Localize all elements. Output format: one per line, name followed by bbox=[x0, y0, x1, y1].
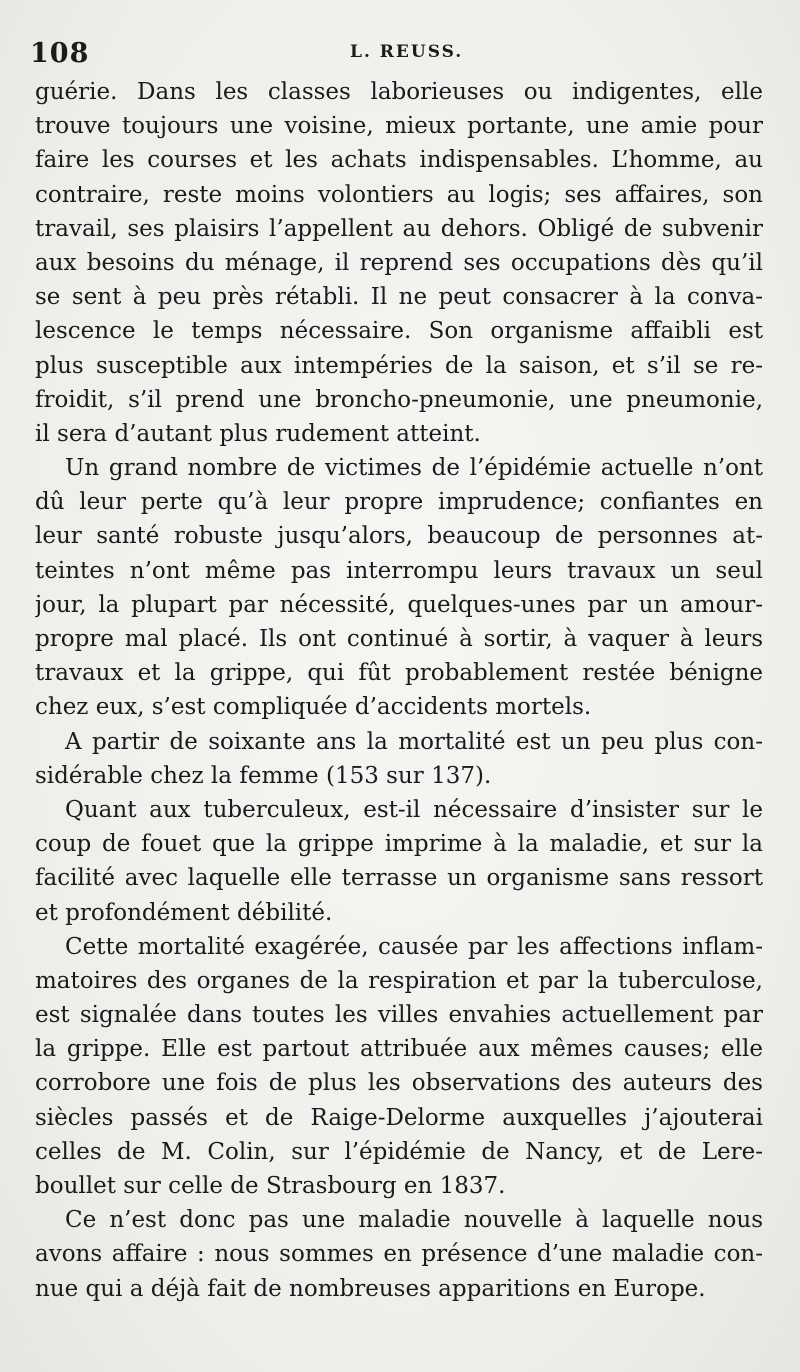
text-line: A partir de soixante ans la mortalité est un peu plus con- bbox=[65, 728, 763, 755]
text-line: chez eux, s’est compliquée d’accidents mortels. bbox=[35, 694, 592, 721]
text-line: propre mal placé. Ils ont continué à sortir, à vaquer à leurs bbox=[35, 626, 763, 652]
text-line: matoires des organes de la respiration et par la tuberculose, bbox=[35, 967, 763, 994]
text-line: aux besoins du ménage, il reprend ses occupations dès qu’il bbox=[35, 249, 763, 276]
paragraph bbox=[35, 793, 763, 930]
text-line: et profondément débilité. bbox=[35, 899, 333, 926]
text-line: corrobore une fois de plus les observations des auteurs des bbox=[35, 1070, 763, 1097]
text-line: Cette mortalité exagérée, causée par les affections inflam- bbox=[65, 933, 763, 960]
text-line: travail, ses plaisirs l’appellent au dehors. Obligé de subvenir bbox=[35, 215, 763, 242]
text-line: facilité avec laquelle elle terrasse un organisme sans ressort bbox=[35, 865, 763, 892]
text-line: Quant aux tuberculeux, est-il nécessaire d’insister sur le bbox=[65, 796, 763, 823]
text-line: boullet sur celle de Strasbourg en 1837. bbox=[35, 1173, 506, 1199]
text-line: coup de fouet que la grippe imprime à la maladie, et sur la bbox=[35, 831, 763, 858]
text-line: lescence le temps nécessaire. Son organisme affaibli est bbox=[35, 318, 763, 345]
text-line: il sera d’autant plus rudement atteint. bbox=[35, 420, 481, 447]
text-line: siècles passés et de Raige-Delorme auxquelles j’ajouterai bbox=[35, 1104, 763, 1131]
text-line: est signalée dans toutes les villes envahies actuellement par bbox=[35, 1002, 763, 1029]
text-line: sidérable chez la femme (153 sur 137). bbox=[35, 762, 492, 789]
paragraph bbox=[35, 75, 763, 451]
text-line: travaux et la grippe, qui fût probablement restée bénigne bbox=[35, 660, 763, 687]
text-line: Ce n’est donc pas une maladie nouvelle à laquelle nous bbox=[65, 1207, 763, 1234]
page-number: 108 bbox=[30, 38, 90, 69]
text-line: trouve toujours une voisine, mieux portante, une amie pour bbox=[35, 113, 763, 140]
text-line: la grippe. Elle est partout attribuée aux mêmes causes; elle bbox=[35, 1036, 763, 1063]
body-text bbox=[35, 75, 763, 1306]
text-line: faire les courses et les achats indispensables. L’homme, au bbox=[35, 147, 763, 174]
text-line: Un grand nombre de victimes de l’épidémie actuelle n’ont bbox=[65, 455, 763, 482]
text-line: froidit, s’il prend une broncho-pneumonie, une pneumonie, bbox=[35, 386, 763, 413]
text-line: nue qui a déjà fait de nombreuses apparitions en Europe. bbox=[35, 1275, 706, 1302]
text-line: jour, la plupart par nécessité, quelques-unes par un amour- bbox=[35, 591, 763, 618]
paragraph bbox=[35, 725, 763, 793]
text-line: guérie. Dans les classes laborieuses ou indigentes, elle bbox=[35, 79, 763, 105]
paragraph bbox=[35, 451, 763, 725]
text-line: teintes n’ont même pas interrompu leurs travaux un seul bbox=[35, 557, 763, 584]
text-line: plus susceptible aux intempéries de la saison, et s’il se re- bbox=[35, 352, 763, 379]
page-header bbox=[30, 38, 760, 68]
text-line: contraire, reste moins volontiers au logis; ses affaires, son bbox=[35, 181, 763, 208]
text-line: leur santé robuste jusqu’alors, beaucoup de personnes at- bbox=[35, 523, 763, 550]
text-line: se sent à peu près rétabli. Il ne peut consacrer à la conva- bbox=[35, 284, 763, 311]
text-line: celles de M. Colin, sur l’épidémie de Nancy, et de Lere- bbox=[35, 1138, 763, 1165]
paragraph bbox=[35, 1203, 763, 1306]
running-head: L. REUSS. bbox=[350, 42, 464, 62]
text-line: dû leur perte qu’à leur propre imprudence; confiantes en bbox=[35, 489, 763, 516]
paragraph bbox=[35, 930, 763, 1204]
text-line: avons affaire : nous sommes en présence d’une maladie con- bbox=[35, 1241, 763, 1268]
